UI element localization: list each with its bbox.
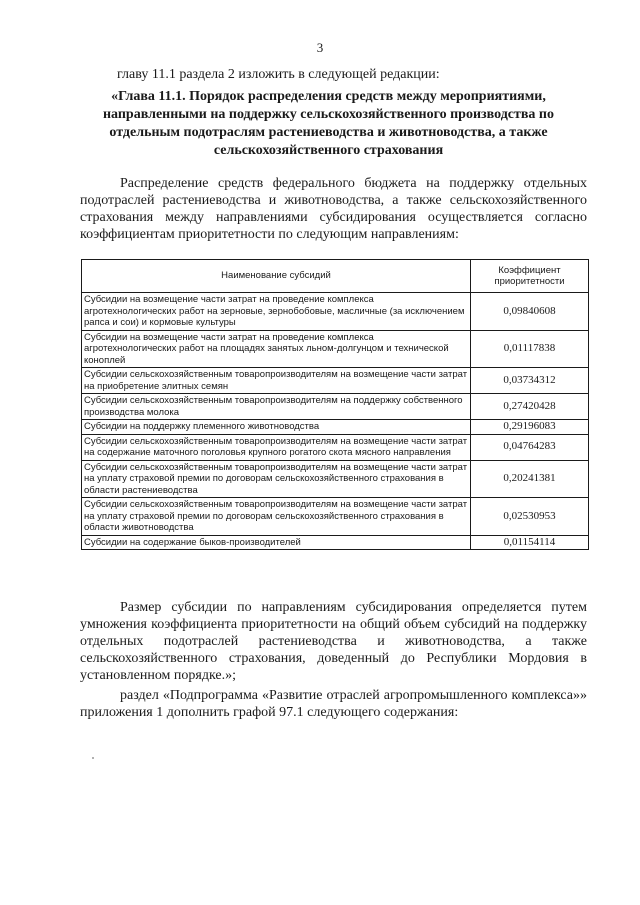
subsidy-coefficient: 0,29196083: [471, 420, 589, 435]
subsidy-coefficient: 0,01154114: [471, 535, 589, 550]
subsidy-name: Субсидии на возмещение части затрат на проведение комплекса агротехнологических работ на площадях занятых льном-долгунцом и технической коноплей: [82, 330, 471, 368]
table-row: [82, 293, 589, 331]
table-header-row: [82, 260, 589, 293]
table-row: [82, 420, 589, 435]
subsidy-coefficient: 0,03734312: [471, 368, 589, 394]
subsidy-coefficient: 0,01117838: [471, 330, 589, 368]
header-coefficient: Коэффициент приоритетности: [471, 260, 589, 293]
subsidy-coefficient: 0,04764283: [471, 434, 589, 460]
subsidy-name: Субсидии на содержание быков-производителей: [82, 535, 471, 550]
subsidies-table: [81, 259, 589, 550]
subsidy-coefficient: 0,09840608: [471, 293, 589, 331]
subsidy-coefficient: 0,20241381: [471, 460, 589, 498]
intro-line: главу 11.1 раздела 2 изложить в следующей редакции:: [117, 67, 440, 82]
subsidy-name: Субсидии сельскохозяйственным товаропроизводителям на возмещение части затрат на уплату страховой премии по договорам сельскохозяйственного страхования в области растениеводства: [82, 460, 471, 498]
paragraph-amendment: раздел «Подпрограмма «Развитие отраслей агропромышленного комплекса»» приложения 1 дополнить графой 97.1 следующего содержания:: [80, 688, 587, 720]
page-number: 3: [316, 40, 324, 55]
table-row: [82, 535, 589, 550]
header-subsidy-name: Наименование субсидий: [82, 260, 471, 293]
table-row: [82, 434, 589, 460]
table-row: [82, 460, 589, 498]
subsidy-coefficient: 0,27420428: [471, 394, 589, 420]
table-row: [82, 330, 589, 368]
table-row: [82, 368, 589, 394]
paragraph-subsidy-size: Размер субсидии по направлениям субсидирования определяется путем умножения коэффициента приоритетности на общий объем субсидий на поддержку отдельных подотраслей растениеводства и животноводства, а также сельскохозяйственного страхования, доведенный до Республики Мордовия в установленном порядке.»;: [80, 600, 587, 683]
subsidy-name: Субсидии сельскохозяйственным товаропроизводителям на возмещение части затрат на уплату страховой премии по договорам сельскохозяйственного страхования в области животноводства: [82, 498, 471, 536]
table-row: [82, 498, 589, 536]
table-row: [82, 394, 589, 420]
paragraph-distribution: Распределение средств федерального бюджета на поддержку отдельных подотраслей растениеводства и животноводства, а также сельскохозяйственного страхования между направлениями субсидирования осуществляется согласно коэффициентам приоритетности по следующим направлениям:: [80, 176, 587, 242]
scan-speck: [92, 757, 94, 759]
chapter-heading: «Глава 11.1. Порядок распределения средств между мероприятиями, направленными на поддержку сельскохозяйственного производства по отдельным подотраслям растениеводства и животноводства, а также сельскохозяйственного страхования: [102, 89, 554, 158]
subsidy-name: Субсидии на поддержку племенного животноводства: [82, 420, 471, 435]
subsidy-coefficient: 0,02530953: [471, 498, 589, 536]
subsidy-name: Субсидии сельскохозяйственным товаропроизводителям на поддержку собственного производства молока: [82, 394, 471, 420]
subsidy-name: Субсидии сельскохозяйственным товаропроизводителям на возмещение части затрат на содержание маточного поголовья крупного рогатого скота мясного направления: [82, 434, 471, 460]
subsidy-name: Субсидии сельскохозяйственным товаропроизводителям на возмещение части затрат на приобретение элитных семян: [82, 368, 471, 394]
subsidy-name: Субсидии на возмещение части затрат на проведение комплекса агротехнологических работ на зерновые, зернобобовые, масличные (за исключением рапса и сои) и кормовые культуры: [82, 293, 471, 331]
